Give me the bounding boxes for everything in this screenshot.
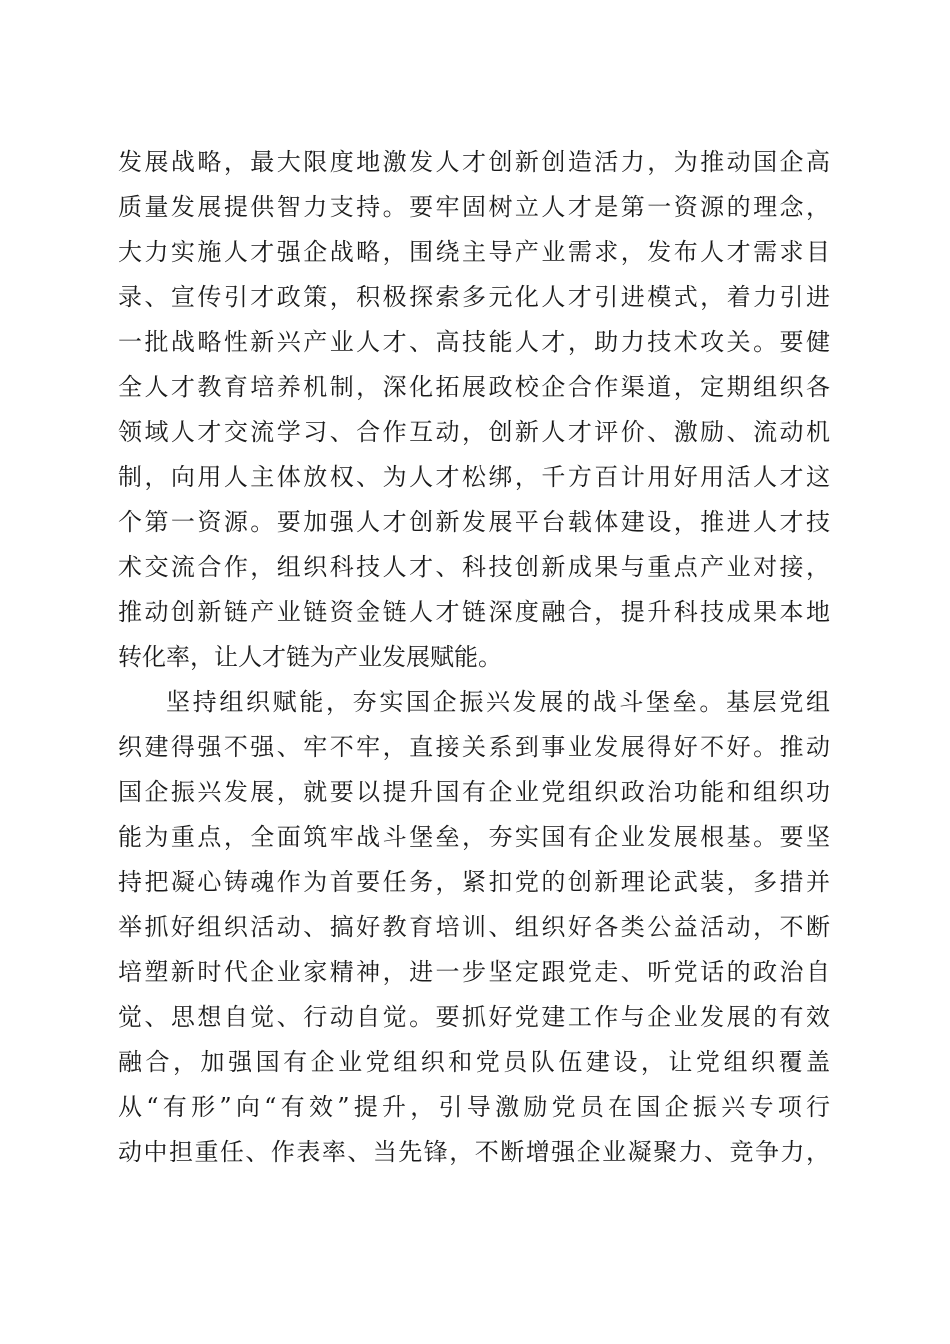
text-line: 大力实施人才强企战略，围绕主导产业需求，发布人才需求目: [118, 238, 830, 266]
document-body: [118, 140, 830, 1175]
text-line: 质量发展提供智力支持。要牢固树立人才是第一资源的理念，: [118, 193, 830, 221]
paragraph-organization: [118, 680, 830, 1175]
text-line: 培塑新时代企业家精神，进一步坚定跟党走、听党话的政治自: [118, 958, 830, 986]
text-line: 个第一资源。要加强人才创新发展平台载体建设，推进人才技: [118, 508, 830, 536]
text-line: 发展战略，最大限度地激发人才创新创造活力，为推动国企高: [118, 148, 830, 176]
text-line: 融合，加强国有企业党组织和党员队伍建设，让党组织覆盖: [118, 1048, 830, 1076]
text-line: 能为重点，全面筑牢战斗堡垒，夯实国有企业发展根基。要坚: [118, 823, 830, 851]
text-line: 从“有形”向“有效”提升，引导激励党员在国企振兴专项行: [118, 1093, 830, 1121]
text-line: 动中担重任、作表率、当先锋，不断增强企业凝聚力、竞争力，: [118, 1138, 830, 1166]
text-line: 推动创新链产业链资金链人才链深度融合，提升科技成果本地: [118, 598, 830, 626]
text-line: 录、宣传引才政策，积极探索多元化人才引进模式，着力引进: [118, 283, 830, 311]
text-line: 转化率，让人才链为产业发展赋能。: [118, 643, 502, 671]
text-line: 制，向用人主体放权、为人才松绑，千方百计用好用活人才这: [118, 463, 830, 491]
text-line: 术交流合作，组织科技人才、科技创新成果与重点产业对接，: [118, 553, 830, 581]
text-line: 一批战略性新兴产业人才、高技能人才，助力技术攻关。要健: [118, 328, 830, 356]
text-line: 全人才教育培养机制，深化拓展政校企合作渠道，定期组织各: [118, 373, 830, 401]
text-line: 坚持组织赋能，夯实国企振兴发展的战斗堡垒。基层党组: [166, 688, 830, 716]
text-line: 持把凝心铸魂作为首要任务，紧扣党的创新理论武装，多措并: [118, 868, 830, 896]
text-line: 举抓好组织活动、搞好教育培训、组织好各类公益活动，不断: [118, 913, 830, 941]
text-line: 觉、思想自觉、行动自觉。要抓好党建工作与企业发展的有效: [118, 1003, 830, 1031]
text-line: 领域人才交流学习、合作互动，创新人才评价、激励、流动机: [118, 418, 830, 446]
text-line: 织建得强不强、牢不牢，直接关系到事业发展得好不好。推动: [118, 733, 830, 761]
text-line: 国企振兴发展，就要以提升国有企业党组织政治功能和组织功: [118, 778, 830, 806]
paragraph-talent: [118, 140, 830, 680]
